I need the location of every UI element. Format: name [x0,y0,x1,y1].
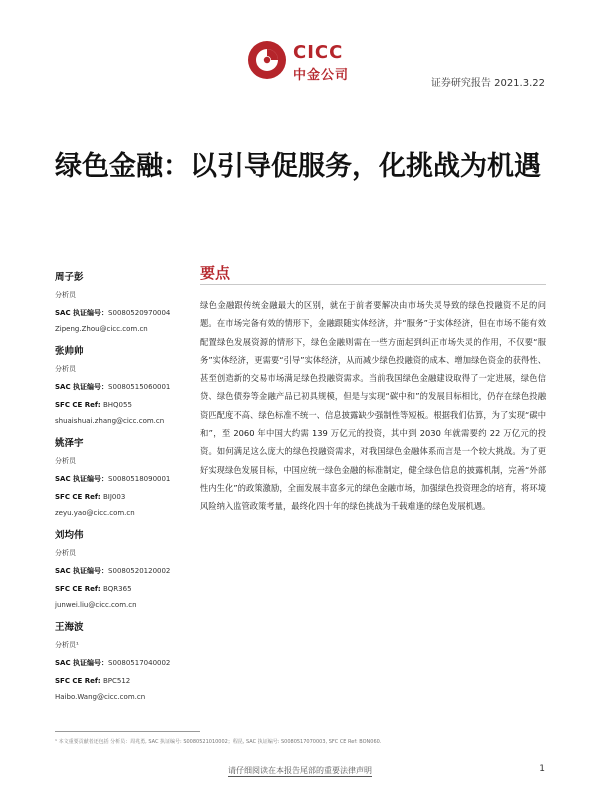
sfc-number: BPC512 [102,677,131,685]
logo-text-en: CICC [293,42,344,63]
author-sac [55,304,190,322]
sfc-number: BQR365 [102,585,132,593]
author-name: 王海波 [55,622,84,633]
sac-number: S0080520970004 [108,309,171,317]
author-sfc [55,672,190,690]
disclaimer-text[interactable]: 请仔细阅读在本报告尾部的重要法律声明 [228,766,372,775]
cicc-logo-mark-icon [247,40,287,80]
author-sfc [55,396,190,414]
author-role: 分析员 [55,457,76,465]
author-email[interactable]: Zipeng.Zhou@cicc.com.cn [55,325,148,333]
cicc-logo [247,40,367,84]
author-list [55,270,190,712]
report-title: 绿色金融：以引导促服务，化挑战为机遇 [55,151,541,182]
section-divider [200,284,546,285]
author-sac [55,562,190,580]
author-role: 分析员¹ [55,641,79,649]
author-role: 分析员 [55,291,76,299]
author-sac [55,378,190,396]
author-card [55,344,190,428]
footnote-divider [55,731,200,732]
sac-number: S0080520120002 [108,567,171,575]
author-email[interactable]: Haibo.Wang@cicc.com.cn [55,693,146,701]
footnote: ¹ 本文重要贡献者还包括 分析员：周兆勇, SAC 执证编号: S0080521010002；程昆, SAC 执证编号: S0080517070003, SFC CE Ref: BON060. [55,739,382,745]
sac-number: S0080515060001 [108,383,171,391]
logo-text-cn: 中金公司 [293,68,350,83]
sfc-label: SFC CE Ref: [55,493,101,501]
sac-label: SAC 执证编号： [55,309,109,317]
author-sac [55,654,190,672]
page-number: 1 [539,764,545,774]
sac-number: S0080517040002 [108,659,171,667]
author-sac [55,470,190,488]
legal-disclaimer-link[interactable] [0,765,600,776]
sfc-label: SFC CE Ref: [55,585,101,593]
sfc-number: BIJ003 [102,493,126,501]
sfc-label: SFC CE Ref: [55,677,101,685]
sac-label: SAC 执证编号： [55,567,109,575]
sac-label: SAC 执证编号： [55,383,109,391]
sac-label: SAC 执证编号： [55,475,109,483]
author-email[interactable]: junwei.liu@cicc.com.cn [55,601,137,609]
author-sfc [55,580,190,598]
author-name: 周子彭 [55,272,84,283]
author-name: 刘均伟 [55,530,84,541]
author-card [55,620,190,704]
author-sfc [55,488,190,506]
summary-heading: 要点 [200,264,231,282]
sfc-label: SFC CE Ref: [55,401,101,409]
author-card [55,270,190,336]
sac-label: SAC 执证编号： [55,659,109,667]
author-card [55,436,190,520]
author-email[interactable]: shuaishuai.zhang@cicc.com.cn [55,417,165,425]
author-name: 姚泽宇 [55,438,84,449]
summary-body: 绿色金融跟传统金融最大的区别，就在于前者要解决由市场失灵导致的绿色投融资不足的问题。在市场完备有效的情形下，金融跟随实体经济，并“服务”于实体经济，但在市场不能有效配置绿色发展资源的情形下，绿色金融则需在一些方面起到纠正市场失灵的作用，不仅要“服务”实体经济，更需要“引导”实体经济，从而减少绿色投融资的成本、增加绿色资金的获得性、甚至创造新的交易市场满足绿色投融资需求。当前我国绿色金融建设取得了一定进展，绿色信贷、绿色债券等金融产品已初具规模，但是与实现“碳中和”的发展目标相比，仍存在绿色投融资匹配度不高、绿色标准不统一、信息披露缺少强制性等短板。根据我们估算，为了实现“碳中和”，至 2060 年中国大约需 139 万亿元的投资，其中到 2030 年就需要约 22 万亿元的投资。如何满足这么庞大的绿色投融资需求，对我国绿色金融体系而言是一个较大挑战。为了更好实现绿色发展目标，中国应统一绿色金融的标准制定，健全绿色信息的披露机制，完善“外部性内生化”的政策激励，全面发展丰富多元的绿色金融市场，加强绿色投资理念的培育，将环境风险纳入监管政策考量，最终化四十年的绿色挑战为千载难逢的绿色发展机遇。 [200,300,546,512]
author-role: 分析员 [55,365,76,373]
author-card [55,528,190,612]
sfc-number: BHQ055 [102,401,132,409]
report-type-date: 证券研究报告 2021.3.22 [430,78,545,89]
sac-number: S0080518090001 [108,475,171,483]
author-name: 张帅帅 [55,346,84,357]
author-email[interactable]: zeyu.yao@cicc.com.cn [55,509,135,517]
author-role: 分析员 [55,549,76,557]
